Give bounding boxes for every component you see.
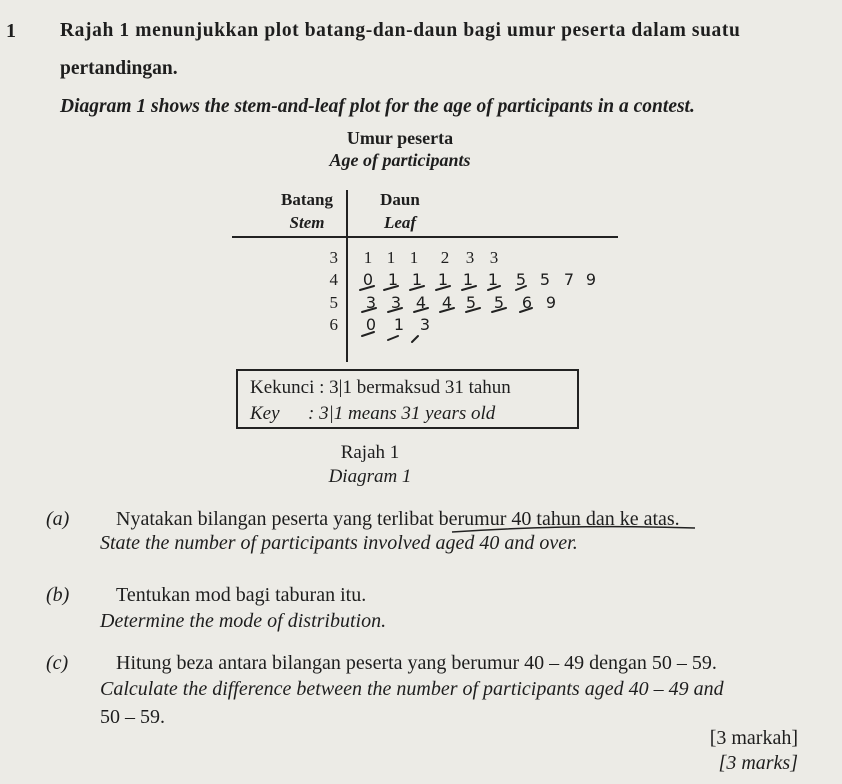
- leaf-value: 3: [390, 293, 402, 312]
- part-b-label: (b): [46, 584, 70, 606]
- stem-header-malay: Batang: [281, 190, 333, 209]
- leaf-value: 1: [437, 270, 449, 289]
- leaf-value: 5: [539, 270, 551, 289]
- leaf-value: 3: [489, 248, 499, 267]
- leaf-value: 6: [521, 293, 533, 312]
- leaf-value: 0: [365, 315, 377, 334]
- part-b-english: Determine the mode of distribution.: [100, 610, 387, 632]
- key-english-text: : 3|1 means 31 years old: [308, 403, 496, 424]
- leaf-value: 3: [465, 248, 475, 267]
- stem-value: 6: [329, 315, 338, 334]
- tally-stroke: [412, 336, 418, 342]
- part-c-english-line1: Calculate the difference between the number of participants aged 40 – 49 and: [100, 678, 724, 700]
- leaf-value: 1: [393, 315, 405, 334]
- key-box: [236, 369, 579, 429]
- part-c-malay: Hitung beza antara bilangan peserta yang berumur 40 – 49 dengan 50 – 59.: [116, 652, 717, 674]
- leaf-value: 2: [440, 248, 450, 267]
- tally-stroke: [362, 308, 376, 312]
- tally-stroke: [488, 286, 500, 290]
- part-c-english-line2: 50 – 59.: [100, 706, 165, 728]
- tally-stroke: [362, 332, 374, 336]
- key-english-label: Key: [250, 403, 280, 424]
- tally-stroke: [466, 308, 480, 312]
- leaf-value: 7: [563, 270, 575, 289]
- leaf-value: 3: [419, 315, 431, 334]
- intro-malay-line1: Rajah 1 menunjukkan plot batang-dan-daun bagi umur peserta dalam suatu: [60, 20, 741, 41]
- leaf-value: 5: [493, 293, 505, 312]
- tally-stroke: [492, 308, 506, 312]
- tally-stroke: [516, 286, 526, 290]
- leaf-value: 9: [545, 293, 557, 312]
- part-a-label: (a): [46, 508, 70, 530]
- diagram-caption-malay: Rajah 1: [340, 442, 400, 463]
- leaf-value: 3: [365, 293, 377, 312]
- leaf-value: 5: [515, 270, 527, 289]
- tally-stroke: [388, 308, 402, 312]
- leaf-value: 5: [465, 293, 477, 312]
- leaf-value: 1: [386, 248, 396, 267]
- tally-stroke: [440, 308, 454, 312]
- leaf-value: 1: [387, 270, 399, 289]
- intro-malay-line2: pertandingan.: [60, 58, 178, 79]
- leaf-header-english: Leaf: [383, 213, 417, 232]
- stem-header-english: Stem: [289, 213, 325, 232]
- header-divider-line: [232, 236, 618, 238]
- part-a-english: State the number of participants involved aged 40 and over.: [100, 532, 578, 554]
- part-b-malay: Tentukan mod bagi taburan itu.: [116, 584, 367, 606]
- leaf-value: 4: [441, 293, 453, 312]
- leaf-header-malay: Daun: [380, 190, 420, 209]
- leaf-value: 9: [585, 270, 597, 289]
- marks-malay: [3 markah]: [709, 727, 798, 749]
- tally-stroke: [360, 286, 374, 290]
- tally-stroke: [410, 286, 424, 290]
- leaf-value: 1: [411, 270, 423, 289]
- intro-english: Diagram 1 shows the stem-and-leaf plot for the age of participants in a contest.: [60, 96, 695, 117]
- tally-stroke: [388, 336, 398, 340]
- part-a-malay: Nyatakan bilangan peserta yang terlibat berumur 40 tahun dan ke atas.: [116, 508, 680, 530]
- diagram-caption-english: Diagram 1: [328, 466, 412, 487]
- tally-stroke: [462, 286, 476, 290]
- tally-stroke: [436, 286, 450, 290]
- tally-stroke: [414, 308, 428, 312]
- plot-title-malay: Umur peserta: [346, 128, 454, 148]
- tally-strokes: [340, 280, 620, 350]
- stem-value: 5: [329, 293, 338, 312]
- key-malay: Kekunci : 3|1 bermaksud 31 tahun: [250, 377, 511, 398]
- part-c-label: (c): [46, 652, 69, 674]
- leaf-value: 0: [362, 270, 374, 289]
- marks-english: [3 marks]: [718, 752, 798, 774]
- plot-title-english: Age of participants: [329, 150, 471, 170]
- underline-stroke: [450, 522, 700, 536]
- leaf-value: 1: [363, 248, 373, 267]
- stem-value: 4: [329, 270, 338, 289]
- leaf-value: 1: [462, 270, 474, 289]
- stem-value: 3: [329, 248, 338, 267]
- leaf-value: 4: [415, 293, 427, 312]
- tally-stroke: [384, 286, 398, 290]
- tally-stroke: [520, 308, 532, 312]
- question-number: 1: [6, 20, 16, 42]
- leaf-value: 1: [409, 248, 419, 267]
- leaf-value: 1: [487, 270, 499, 289]
